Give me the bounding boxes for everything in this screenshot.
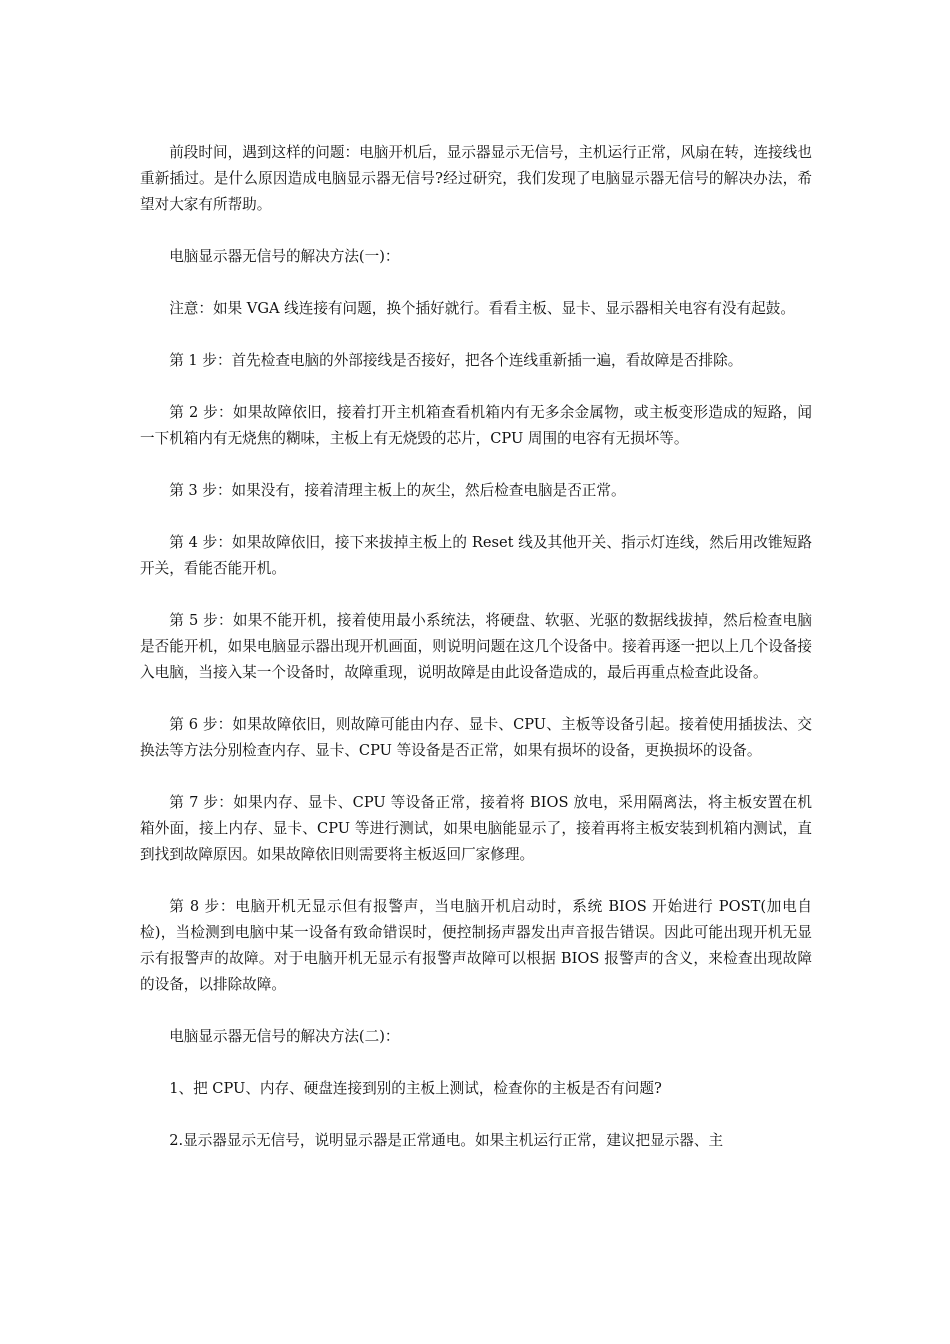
step-5-paragraph: 第 5 步：如果不能开机，接着使用最小系统法，将硬盘、软驱、光驱的数据线拔掉，然后检查电脑是否能开机，如果电脑显示器出现开机画面，则说明问题在这几个设备中。接着再逐一把以上几个设备接入电脑，当接入某一个设备时，故障重现，说明故障是由此设备造成的，最后再重点检查此设备。 <box>140 612 812 681</box>
step-1-paragraph: 第 1 步：首先检查电脑的外部接线是否接好，把各个连线重新插一遍，看故障是否排除。 <box>169 352 743 369</box>
document-body <box>140 140 812 1154</box>
step-4-paragraph: 第 4 步：如果故障依旧，接下来拔掉主板上的 Reset 线及其他开关、指示灯连线，然后用改锥短路开关，看能否能开机。 <box>140 534 812 577</box>
step-7-paragraph: 第 7 步：如果内存、显卡、CPU 等设备正常，接着将 BIOS 放电，采用隔离法，将主板安置在机箱外面，接上内存、显卡、CPU 等进行测试，如果电脑能显示了，接着再将主板安装到机箱内测试，直到找到故障原因。如果故障依旧则需要将主板返回厂家修理。 <box>140 794 812 863</box>
step-3-paragraph: 第 3 步：如果没有，接着清理主板上的灰尘，然后检查电脑是否正常。 <box>169 482 626 499</box>
method-one-heading: 电脑显示器无信号的解决方法(一)： <box>169 248 400 265</box>
step-8-paragraph: 第 8 步：电脑开机无显示但有报警声，当电脑开机启动时，系统 BIOS 开始进行 POST(加电自检)，当检测到电脑中某一设备有致命错误时，便控制扬声器发出声音报告错误。因此可能出现开机无显示有报警声的故障。对于电脑开机无显示有报警声故障可以根据 BIOS 报警声的含义，来检查出现故障的设备，以排除故障。 <box>140 898 812 993</box>
method-two-item-2: 2.显示器显示无信号，说明显示器是正常通电。如果主机运行正常，建议把显示器、主 <box>169 1132 724 1149</box>
method-two-heading: 电脑显示器无信号的解决方法(二)： <box>169 1028 400 1045</box>
step-6-paragraph: 第 6 步：如果故障依旧，则故障可能由内存、显卡、CPU、主板等设备引起。接着使用插拔法、交换法等方法分别检查内存、显卡、CPU 等设备是否正常，如果有损坏的设备，更换损坏的设备。 <box>140 716 812 759</box>
method-two-item-1: 1、把 CPU、内存、硬盘连接到别的主板上测试，检查你的主板是否有问题? <box>169 1080 662 1097</box>
step-2-paragraph: 第 2 步：如果故障依旧，接着打开主机箱查看机箱内有无多余金属物，或主板变形造成的短路，闻一下机箱内有无烧焦的糊味，主板上有无烧毁的芯片，CPU 周围的电容有无损坏等。 <box>140 404 812 447</box>
note-paragraph: 注意：如果 VGA 线连接有问题，换个插好就行。看看主板、显卡、显示器相关电容有没有起鼓。 <box>169 300 795 317</box>
intro-paragraph: 前段时间，遇到这样的问题：电脑开机后，显示器显示无信号，主机运行正常，风扇在转，连接线也重新插过。是什么原因造成电脑显示器无信号?经过研究，我们发现了电脑显示器无信号的解决办法，希望对大家有所帮助。 <box>140 144 812 213</box>
